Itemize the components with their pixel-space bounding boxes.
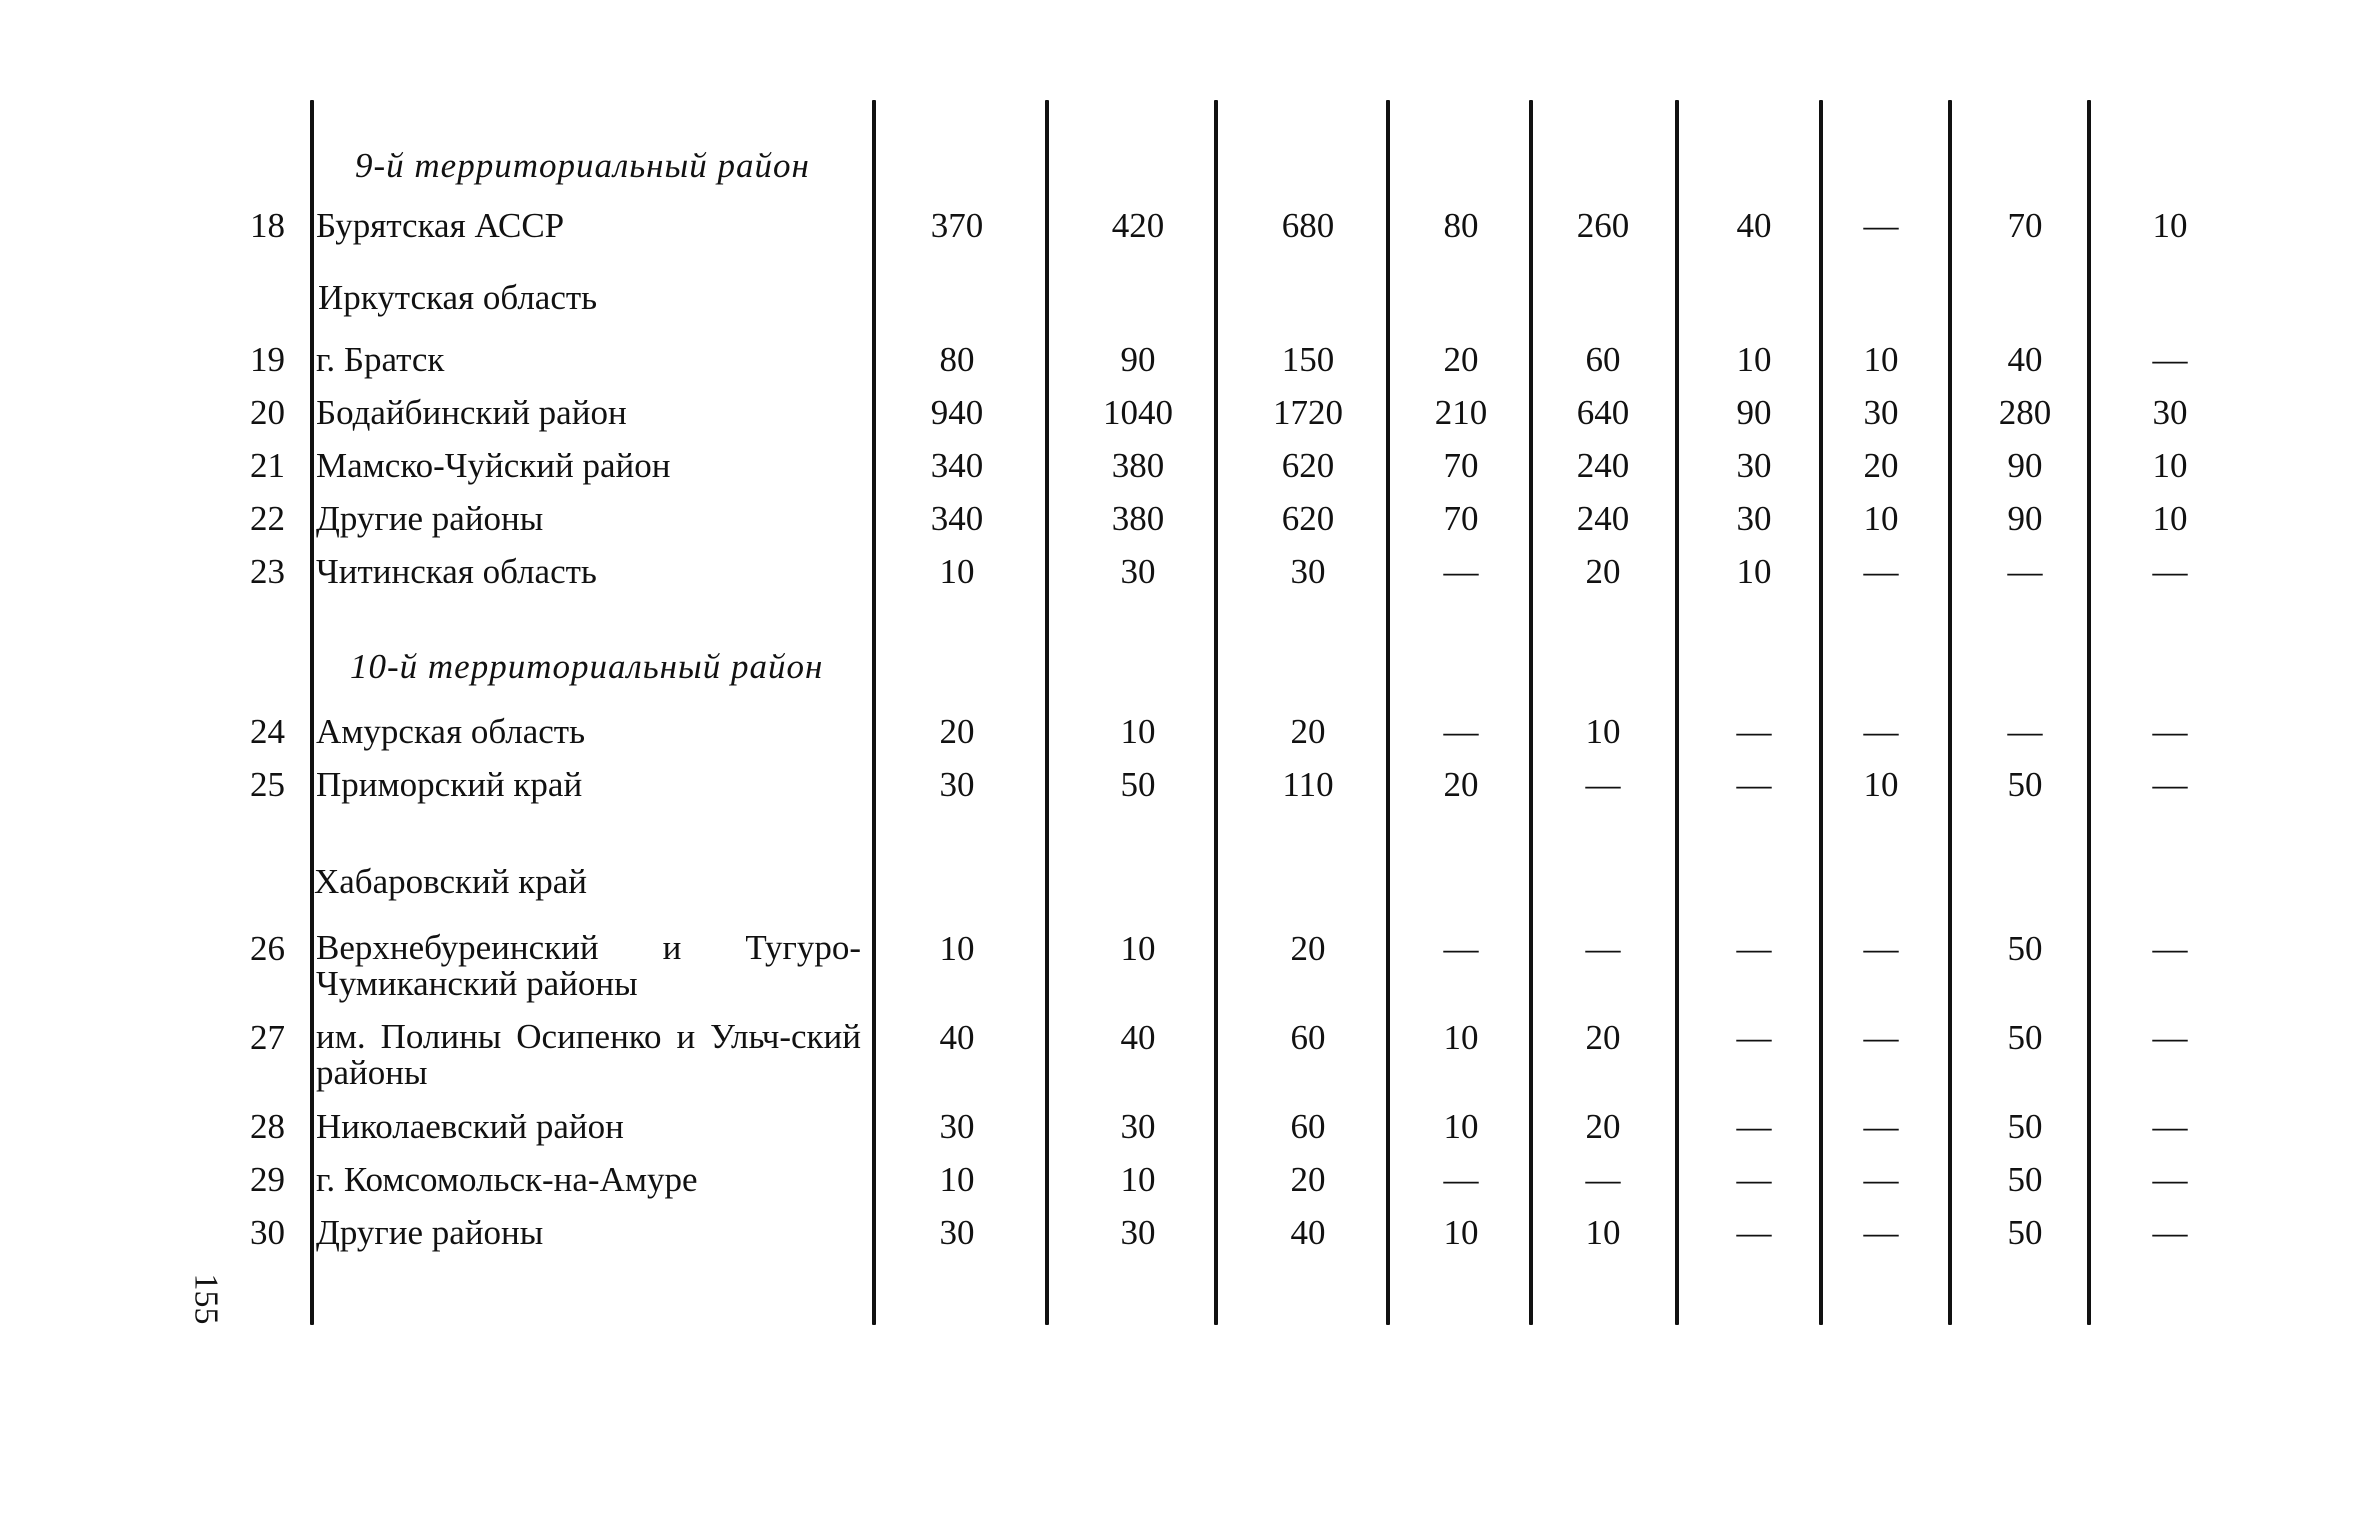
row-label: Другие районы xyxy=(316,499,544,538)
cell-col-4: — xyxy=(1443,712,1479,751)
cell-col-5: 240 xyxy=(1576,446,1630,485)
cell-col-8: 40 xyxy=(2007,340,2043,379)
row-number: 24 xyxy=(250,712,285,751)
cell-col-8: 280 xyxy=(1998,393,2052,432)
cell-col-8: 50 xyxy=(2007,1018,2043,1057)
cell-col-7: — xyxy=(1863,552,1899,591)
cell-col-1: 40 xyxy=(939,1018,975,1057)
cell-col-6: — xyxy=(1736,1213,1772,1252)
cell-col-2: 30 xyxy=(1120,552,1156,591)
cell-col-3: 20 xyxy=(1290,712,1326,751)
cell-col-7: 10 xyxy=(1863,499,1899,538)
row-number: 26 xyxy=(250,929,285,968)
row-number: 19 xyxy=(250,340,285,379)
row-number: 29 xyxy=(250,1160,285,1199)
cell-col-2: 380 xyxy=(1111,446,1165,485)
cell-col-5: 10 xyxy=(1585,712,1621,751)
cell-col-4: — xyxy=(1443,552,1479,591)
column-rule-3 xyxy=(1045,100,1049,1325)
cell-col-1: 10 xyxy=(939,552,975,591)
cell-col-2: 50 xyxy=(1120,765,1156,804)
row-number: 25 xyxy=(250,765,285,804)
cell-col-8: 50 xyxy=(2007,1107,2043,1146)
row-label: г. Комсомольск-на-Амуре xyxy=(316,1160,698,1199)
cell-col-7: — xyxy=(1863,1107,1899,1146)
subhead-khabarovsk: Хабаровский край xyxy=(314,862,587,901)
cell-col-7: — xyxy=(1863,206,1899,245)
cell-col-7: 10 xyxy=(1863,340,1899,379)
cell-col-7: — xyxy=(1863,712,1899,751)
cell-col-8: 50 xyxy=(2007,1160,2043,1199)
cell-col-1: 30 xyxy=(939,1213,975,1252)
cell-col-6: 30 xyxy=(1736,499,1772,538)
cell-col-9: — xyxy=(2152,929,2188,968)
cell-col-8: 90 xyxy=(2007,499,2043,538)
cell-col-8: 90 xyxy=(2007,446,2043,485)
cell-col-5: — xyxy=(1585,765,1621,804)
cell-col-7: 20 xyxy=(1863,446,1899,485)
cell-col-7: — xyxy=(1863,1018,1899,1057)
cell-col-5: 20 xyxy=(1585,1107,1621,1146)
cell-col-3: 680 xyxy=(1281,206,1335,245)
cell-col-3: 60 xyxy=(1290,1018,1326,1057)
column-rule-9 xyxy=(1948,100,1952,1325)
column-rule-4 xyxy=(1214,100,1218,1325)
cell-col-9: — xyxy=(2152,1160,2188,1199)
cell-col-7: 30 xyxy=(1863,393,1899,432)
cell-col-4: 10 xyxy=(1443,1213,1479,1252)
cell-col-7: — xyxy=(1863,1213,1899,1252)
cell-col-2: 40 xyxy=(1120,1018,1156,1057)
cell-col-5: 640 xyxy=(1576,393,1630,432)
cell-col-8: 70 xyxy=(2007,206,2043,245)
cell-col-2: 10 xyxy=(1120,712,1156,751)
cell-col-3: 20 xyxy=(1290,929,1326,968)
cell-col-5: — xyxy=(1585,1160,1621,1199)
cell-col-6: 40 xyxy=(1736,206,1772,245)
cell-col-2: 30 xyxy=(1120,1213,1156,1252)
cell-col-9: 10 xyxy=(2152,499,2188,538)
cell-col-5: 260 xyxy=(1576,206,1630,245)
column-rule-10 xyxy=(2087,100,2091,1325)
cell-col-5: 240 xyxy=(1576,499,1630,538)
cell-col-6: 10 xyxy=(1736,552,1772,591)
cell-col-7: — xyxy=(1863,929,1899,968)
cell-col-8: 50 xyxy=(2007,929,2043,968)
cell-col-9: 30 xyxy=(2152,393,2188,432)
cell-col-6: — xyxy=(1736,929,1772,968)
cell-col-3: 60 xyxy=(1290,1107,1326,1146)
cell-col-4: 70 xyxy=(1443,499,1479,538)
row-label: Бодайбинский район xyxy=(316,393,627,432)
cell-col-9: — xyxy=(2152,552,2188,591)
cell-col-3: 1720 xyxy=(1273,393,1343,432)
cell-col-4: 20 xyxy=(1443,340,1479,379)
row-number: 22 xyxy=(250,499,285,538)
cell-col-2: 380 xyxy=(1111,499,1165,538)
cell-col-5: — xyxy=(1585,929,1621,968)
row-label: Николаевский район xyxy=(316,1107,624,1146)
cell-col-8: — xyxy=(2007,712,2043,751)
row-label: Верхнебуреинский и Тугуро-Чумиканский районы xyxy=(316,928,861,1003)
cell-col-2: 1040 xyxy=(1103,393,1173,432)
cell-col-5: 20 xyxy=(1585,552,1621,591)
cell-col-5: 10 xyxy=(1585,1213,1621,1252)
cell-col-2: 90 xyxy=(1120,340,1156,379)
cell-col-3: 150 xyxy=(1281,340,1335,379)
cell-col-2: 10 xyxy=(1120,929,1156,968)
cell-col-9: — xyxy=(2152,765,2188,804)
cell-col-4: 20 xyxy=(1443,765,1479,804)
cell-col-1: 340 xyxy=(930,446,984,485)
cell-col-2: 10 xyxy=(1120,1160,1156,1199)
cell-col-1: 940 xyxy=(930,393,984,432)
cell-col-1: 10 xyxy=(939,929,975,968)
cell-col-1: 80 xyxy=(939,340,975,379)
cell-col-9: — xyxy=(2152,712,2188,751)
row-number: 18 xyxy=(250,206,285,245)
cell-col-4: 80 xyxy=(1443,206,1479,245)
cell-col-6: 10 xyxy=(1736,340,1772,379)
cell-col-9: — xyxy=(2152,1018,2188,1057)
cell-col-3: 30 xyxy=(1290,552,1326,591)
cell-col-1: 340 xyxy=(930,499,984,538)
row-number: 30 xyxy=(250,1213,285,1252)
cell-col-4: — xyxy=(1443,1160,1479,1199)
cell-col-9: 10 xyxy=(2152,206,2188,245)
row-label: Приморский край xyxy=(316,765,583,804)
cell-col-8: 50 xyxy=(2007,765,2043,804)
cell-col-5: 20 xyxy=(1585,1018,1621,1057)
cell-col-3: 20 xyxy=(1290,1160,1326,1199)
column-rule-7 xyxy=(1675,100,1679,1325)
column-rule-2 xyxy=(872,100,876,1325)
cell-col-4: 210 xyxy=(1434,393,1488,432)
row-number: 27 xyxy=(250,1018,285,1057)
row-label: им. Полины Осипенко и Ульч-ский районы xyxy=(316,1017,861,1092)
row-label: Читинская область xyxy=(316,552,597,591)
cell-col-5: 60 xyxy=(1585,340,1621,379)
cell-col-6: — xyxy=(1736,1018,1772,1057)
cell-col-8: — xyxy=(2007,552,2043,591)
row-number: 23 xyxy=(250,552,285,591)
cell-col-1: 30 xyxy=(939,765,975,804)
row-label: Другие районы xyxy=(316,1213,544,1252)
cell-col-8: 50 xyxy=(2007,1213,2043,1252)
cell-col-6: — xyxy=(1736,1160,1772,1199)
column-rule-6 xyxy=(1529,100,1533,1325)
cell-col-2: 420 xyxy=(1111,206,1165,245)
row-label: Бурятская АССР xyxy=(316,206,565,245)
row-number: 20 xyxy=(250,393,285,432)
cell-col-4: 10 xyxy=(1443,1018,1479,1057)
row-label: Мамско-Чуйский район xyxy=(316,446,671,485)
cell-col-1: 30 xyxy=(939,1107,975,1146)
cell-col-4: 10 xyxy=(1443,1107,1479,1146)
section-title-region-9: 9-й территориальный район xyxy=(355,146,810,185)
cell-col-6: — xyxy=(1736,765,1772,804)
cell-col-4: — xyxy=(1443,929,1479,968)
cell-col-3: 620 xyxy=(1281,446,1335,485)
row-label: Амурская область xyxy=(316,712,586,751)
cell-col-6: — xyxy=(1736,1107,1772,1146)
cell-col-9: 10 xyxy=(2152,446,2188,485)
cell-col-3: 40 xyxy=(1290,1213,1326,1252)
row-label: г. Братск xyxy=(316,340,445,379)
cell-col-7: — xyxy=(1863,1160,1899,1199)
cell-col-3: 620 xyxy=(1281,499,1335,538)
section-title-region-10: 10-й территориальный район xyxy=(350,647,824,686)
cell-col-9: — xyxy=(2152,340,2188,379)
cell-col-1: 20 xyxy=(939,712,975,751)
cell-col-9: — xyxy=(2152,1107,2188,1146)
cell-col-7: 10 xyxy=(1863,765,1899,804)
subhead-irkutsk: Иркутская область xyxy=(318,278,598,317)
column-rule-1 xyxy=(310,100,314,1325)
page-number: 155 xyxy=(187,1273,225,1325)
column-rule-5 xyxy=(1386,100,1390,1325)
row-number: 28 xyxy=(250,1107,285,1146)
cell-col-6: 90 xyxy=(1736,393,1772,432)
cell-col-9: — xyxy=(2152,1213,2188,1252)
cell-col-2: 30 xyxy=(1120,1107,1156,1146)
cell-col-1: 370 xyxy=(930,206,984,245)
row-number: 21 xyxy=(250,446,285,485)
cell-col-4: 70 xyxy=(1443,446,1479,485)
cell-col-3: 110 xyxy=(1282,765,1334,804)
cell-col-6: — xyxy=(1736,712,1772,751)
cell-col-1: 10 xyxy=(939,1160,975,1199)
cell-col-6: 30 xyxy=(1736,446,1772,485)
